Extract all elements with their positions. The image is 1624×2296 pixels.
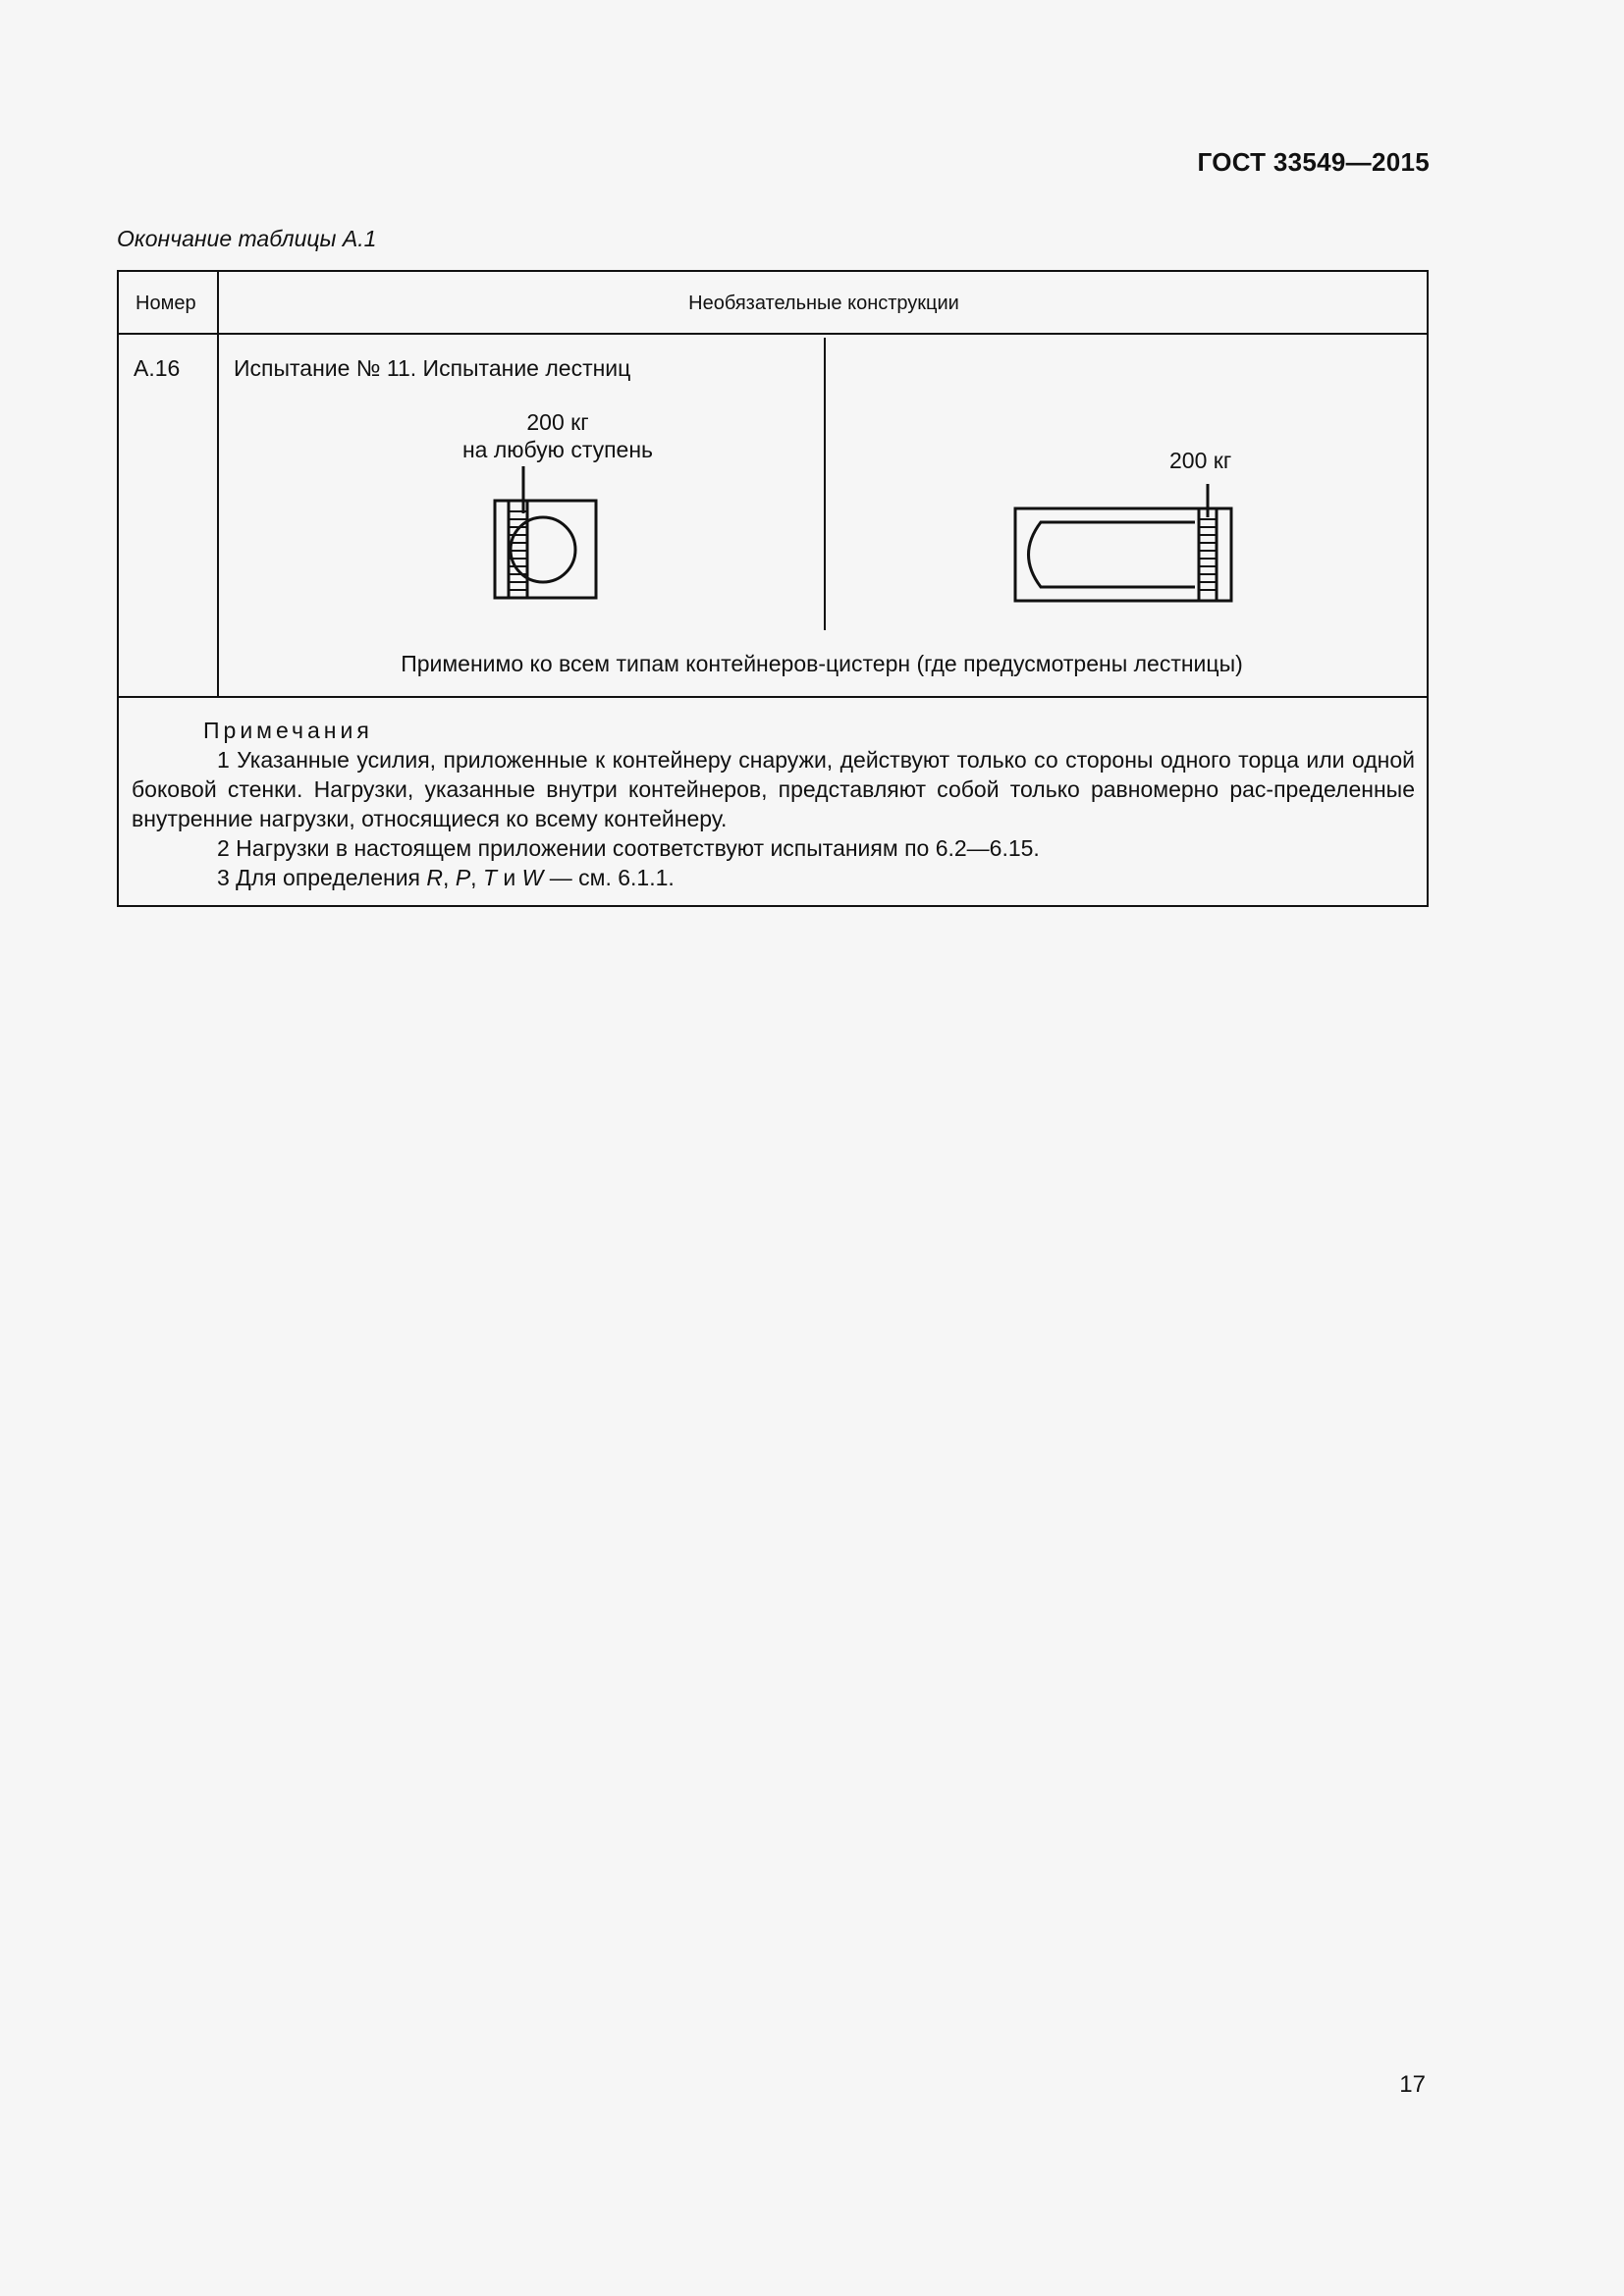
table-a1-continuation [117, 270, 1429, 907]
note-3 [132, 863, 1415, 892]
side-ladder-rungs [1199, 519, 1217, 590]
note-3-symbol-w: W [521, 865, 544, 890]
left-load-value: 200 кг [526, 409, 589, 435]
right-load-label: 200 кг [1169, 448, 1232, 473]
note-3-symbol-r: R [426, 865, 444, 890]
applicability-note: Применимо ко всем типам контейнеров-цистерн (где предусмотрены лестницы) [401, 651, 1243, 676]
notes-heading: Примечания [203, 718, 373, 743]
note-3-prefix: 3 Для определения [217, 865, 427, 890]
page-number: 17 [1399, 2071, 1426, 2098]
note-3-symbol-p: P [455, 865, 471, 890]
notes-block [132, 716, 1415, 892]
note-3-and: и [497, 865, 522, 890]
row-number: А.16 [134, 355, 181, 381]
row-title: Испытание № 11. Испытание лестниц [234, 355, 631, 381]
notes-row-divider [119, 696, 1427, 698]
note-2: 2 Нагрузки в настоящем приложении соответствуют испытаниям по 6.2—6.15. [217, 835, 1040, 861]
table-caption: Окончание таблицы А.1 [117, 226, 377, 251]
note-3-sep-1: , [443, 865, 456, 890]
column-header-number: Номер [135, 293, 196, 314]
note-3-sep-2: , [470, 865, 483, 890]
note-3-symbol-t: T [482, 865, 497, 890]
note-3-suffix: — см. 6.1.1. [543, 865, 675, 890]
column-header-constructions: Необязательные конструкции [688, 293, 959, 314]
document-code: ГОСТ 33549—2015 [1197, 147, 1430, 177]
tank-body [1029, 522, 1196, 587]
ladder-test-diagrams [119, 272, 1427, 694]
left-load-note: на любую ступень [461, 437, 654, 462]
end-view-diagram [495, 466, 596, 598]
note-1: 1 Указанные усилия, приложенные к контейнеру снаружи, действуют только со стороны одного торца или одной боковой стенки. Нагрузки, указанные внутри контейнеров, представляют собой только равномерно рас-пределенные внутренние нагрузки, относящиеся ко всему контейнеру. [132, 747, 1415, 831]
side-view-diagram [1015, 484, 1231, 601]
